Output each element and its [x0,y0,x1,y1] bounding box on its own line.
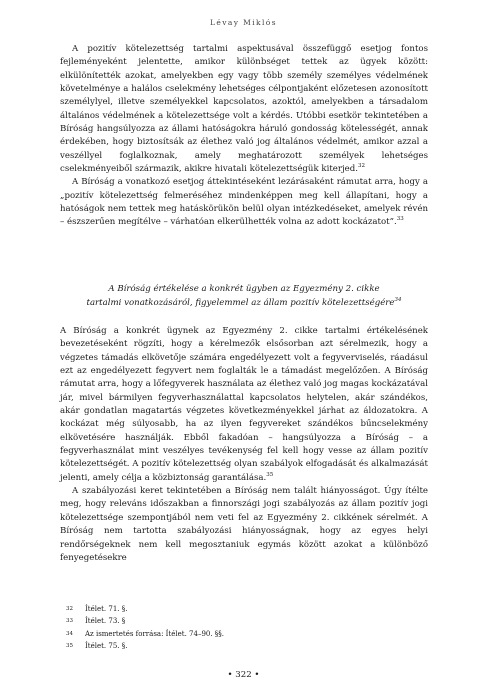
body-text-top [60,43,428,230]
body-text-bottom [60,325,428,565]
footnote-ref[interactable]: 35 [266,471,274,478]
section-heading [60,283,428,310]
paragraph: A Bíróság a konkrét ügynek az Egyezmény 2. cikke tartalmi értékelésének bevezetéseként rögzíti, hogy a kérelmezők elsősorban azt sérelmezik, hogy a végzetes támadás elkövetője számára engedélyezett volt a fegyverviselés, ráadásul ezt az engedélyezett fegyvert nem foglalták le a támadást megelőzően. A Bíróság rámutat arra, hogy a lőfegyverek használata az élethez való jog magas kockázatával jár, mivel bármilyen fegyverhasználattal kapcsolatos helytelen, akár szándékos, akár gondatlan magatartás végzetes következményekkel járhat az áldozatokra. A kockázat még súlyosabb, ha az ilyen fegyvereket szándékos bűncselekmény elkövetésére használják. Ebből fakadóan – hangsúlyozza a Bíróság – a fegyverhasználat mint veszélyes tevékenység fel kell hogy vesse az állam pozitív kötelezettségét. A pozitív kötelezettség olyan szabályok elfogadását és alkalmazását jelenti, amely célja a közbiztonság garantálása.$^{35}$ [60,326,428,483]
footnote-ref[interactable]: 34 [394,296,402,303]
footnote: 34 Az ismertetés forrása: Ítélet. 74–90. §§. [66,629,225,638]
footnotes [60,603,428,653]
heading-line: A Bíróság értékelése a konkrét ügyben az Egyezmény 2. cikke [108,284,380,294]
paragraph: A pozitív kötelezettség tartalmi aspektusával összefüggő esetjog fontos fejleményeként jelentette, amikor különbséget tettek az ügyek között: elkülönítették azokat, amelyekben egy vagy több személy személyes védelmének követelménye a halálos cselekmény lehetséges célpontjaként előzetesen azonosított személylyel, illetve személyekkel kapcsolatos, azoktól, amelyekben a társadalom általános védelmének a kötelezettsége volt a kérdés. Utóbbi esetkör tekintetében a Bíróság hangsúlyozza az állami hatóságokra háruló gondosság kötelességét, annak érdekében, hogy biztosítsák az élethez való jog általános védelmét, amikor azzal a veszéllyel foglalkoznak, amely meghatározott személyek lehetséges cselekményeiből származik, akikre hivatali kötelezettségük kiterjed.$^{32}$ [60,44,428,175]
footnote: 32 Ítélet. 71. §. [66,605,128,613]
page-number: • 322 • [227,670,260,680]
footnote: 33 Ítélet. 73. § [66,617,126,626]
footnote-ref[interactable]: 32 [357,163,365,170]
heading-line: tartalmi vonatkozásáról, figyelemmel az állam pozitív kötelezettségére$^{34}$ [86,296,402,308]
paragraph: A Bíróság a vonatkozó esetjog áttekintéseként lezárásaként rámutat arra, hogy a „pozitív kötelezettség felmeréséhez mindenképpen meg kell állapítani, hogy a hatóságok nem tettek meg hatáskörükön belül olyan intézkedéseket, amelyek révén – észszerűen megítélve – várhatóan elkerülhették volna az adott kockázatot”.$^{33}$ [60,177,428,228]
paragraph: A szabályozási keret tekintetében a Bíróság nem talált hiányosságot. Úgy ítélte meg, hogy releváns időszakban a finnországi jogi szabályozás az állam pozitív jogi kötelezettsége szempontjából nem veti fel az Egyezmény 2. cikkének sérelmét. A Bíróság nem tartotta szabályozási hiányosságnak, hogy az egyes helyi rendőrségeknek nem kell megosztaniuk egymás között azokat a különböző fenyegetésekre [60,486,428,563]
footnote-ref[interactable]: 33 [396,216,404,223]
running-header: Lévay Miklós [210,18,277,27]
footnote: 35 Ítélet. 75. §. [66,642,128,651]
